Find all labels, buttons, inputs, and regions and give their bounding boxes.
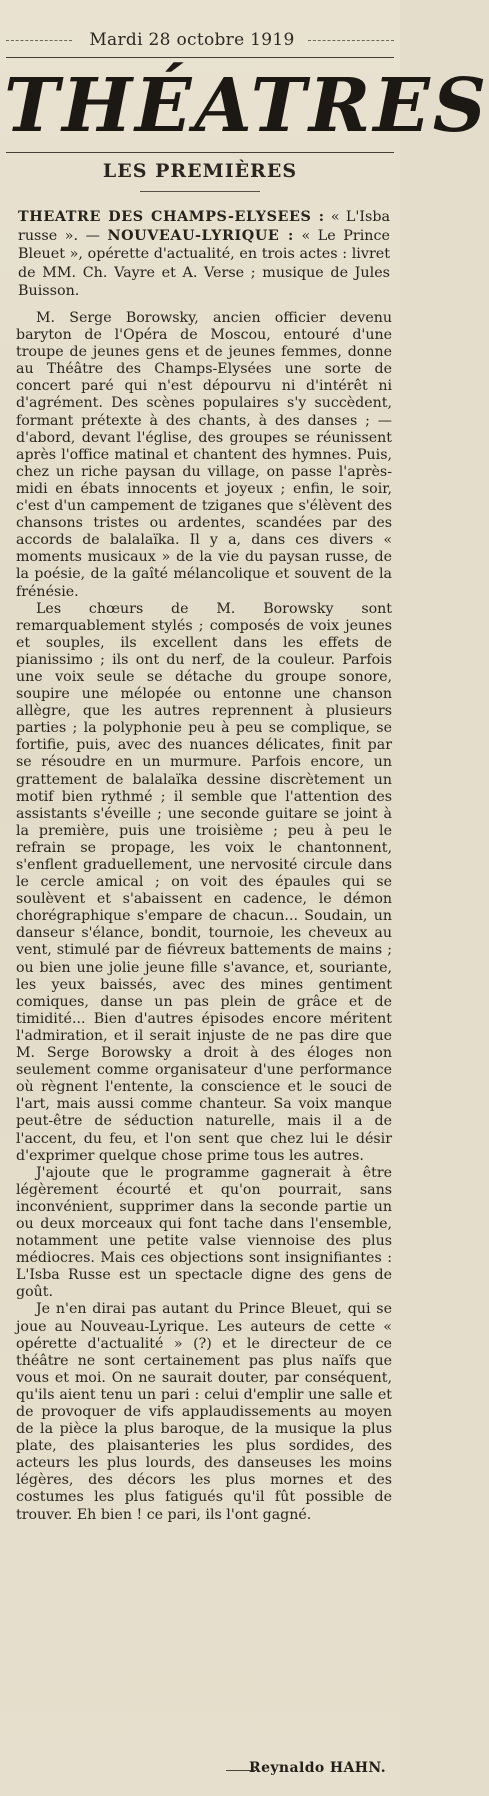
- heading-theatre-2: NOUVEAU-LYRIQUE :: [107, 227, 294, 244]
- heading-play-1: « L'Isba russe ». —: [18, 209, 390, 244]
- column-title: THÉATRES: [4, 63, 489, 149]
- article-paragraph: J'ajoute que le programme gagnerait à être légèrement écourté et qu'on pourrait, sans inconvénient, supprimer dans la seconde partie un ou deux morceaux qui font tache dans l'ensemble, notamment une petite valse viennoise des plus médiocres. Mais ces objections sont insignifiantes : L'Isba Russe est un spectacle digne des gens de goût.: [16, 1164, 392, 1301]
- heading-theatre-1: THEATRE DES CHAMPS-ELYSEES :: [18, 209, 325, 225]
- section-title: LES PREMIÈRES: [102, 160, 298, 182]
- dateline-rule-left: [6, 40, 72, 41]
- article-paragraph: M. Serge Borowsky, ancien officier devenu baryton de l'Opéra de Moscou, entouré d'une troupe de jeunes gens et de jeunes femmes, donne au Théâtre des Champs-Elysées une sorte de concert paré qui n'est dépourvu ni d'intérêt ni d'agrément. Des scènes populaires s'y succèdent, formant prétexte à des chants, à des danses ; — d'abord, devant l'église, des groupes se réunissent après l'office matinal et chantent des hymnes. Puis, chez un riche paysan du village, on passe l'après-midi en ébats innocents et joyeux ; enfin, le soir, c'est d'un campement de tziganes que s'élèvent des chansons tristes ou ardentes, scandées par des accords de balalaïka. Il y a, dans ces divers « moments musicaux » de la vie du paysan russe, de la poésie, de la gaîté mélancolique et souvent de la frénésie.: [16, 310, 392, 600]
- article-heading: [18, 208, 390, 301]
- article-paragraph: Les chœurs de M. Borowsky sont remarquablement stylés ; composés de voix jeunes et souples, ils excellent dans les effets de pianissimo ; ils ont du nerf, de la couleur. Parfois une voix seule se détache du groupe sonore, soupire une mélopée ou entonne une chanson allègre, que les autres reprennent à plusieurs parties ; la polyphonie peu à peu se complique, se fortifie, puis, avec des nuances délicates, finit par se résoudre en un murmure. Parfois encore, un grattement de balalaïka dessine discrètement un motif bien rythmé ; il semble que l'attention des assistants s'éveille ; une seconde guitare se joint à la première, puis une troisième ; peu à peu le refrain se propage, les voix le chantonnent, s'enflent graduellement, une nervosité circule dans le cercle amical ; on voit des épaules qui se soulèvent et s'abaissent en cadence, le démon chorégraphique s'empare de chacun... Soudain, un danseur s'élance, bondit, tournoie, les cheveux au vent, stimulé par de fiévreux battements de mains ; ou bien une jolie jeune fille s'avance, et, souriante, les yeux baissés, avec des mines gentiment comiques, danse un pas plein de grâce et de timidité... Bien d'autres épisodes encore méritent l'admiration, et il serait injuste de ne pas dire que M. Serge Borowsky a droit à des éloges non seulement comme organisateur d'une performance où règnent l'entente, la conscience et le souci de l'art, mais aussi comme chanteur. Sa voix manque peut-être de séduction naturelle, mais il a de l'accent, du feu, et l'on sent que chez lui le désir d'exprimer quelque chose prime tous les autres.: [16, 600, 392, 1164]
- article-body: [16, 310, 392, 1524]
- article-paragraph: Je n'en dirai pas autant du Prince Bleuet, qui se joue au Nouveau-Lyrique. Les auteurs de cette « opérette d'actualité » (?) et le directeur de ce théâtre ne sont certainement pas plus naïfs que vous et moi. On ne saurait douter, par conséquent, qu'ils aient tenu un pari : celui d'emplir une salle et de provoquer de vifs applaudissements au moyen de la pièce la plus baroque, de la musique la plus plate, des plaisanteries les plus sordides, des acteurs les plus lourds, des danseuses les moins légères, des décors les plus mornes et des costumes les plus fatigués qu'il fût possible de trouver. Eh bien ! ce pari, ils l'ont gagné.: [16, 1301, 392, 1523]
- dateline: [0, 30, 400, 52]
- heading-play-2: « Le Prince Bleuet », opérette d'actualité, en trois actes : livret de MM. Ch. Vayre et A. Verse ; musique de Jules Buisson.: [18, 227, 390, 300]
- issue-date: Mardi 28 octobre 1919: [89, 30, 295, 50]
- title-rule-bottom: [6, 152, 394, 153]
- section-underline: [140, 191, 260, 192]
- column-header: [0, 56, 489, 156]
- author-signature: Reynaldo HAHN.: [249, 1760, 386, 1776]
- dateline-rule-right: [308, 40, 394, 41]
